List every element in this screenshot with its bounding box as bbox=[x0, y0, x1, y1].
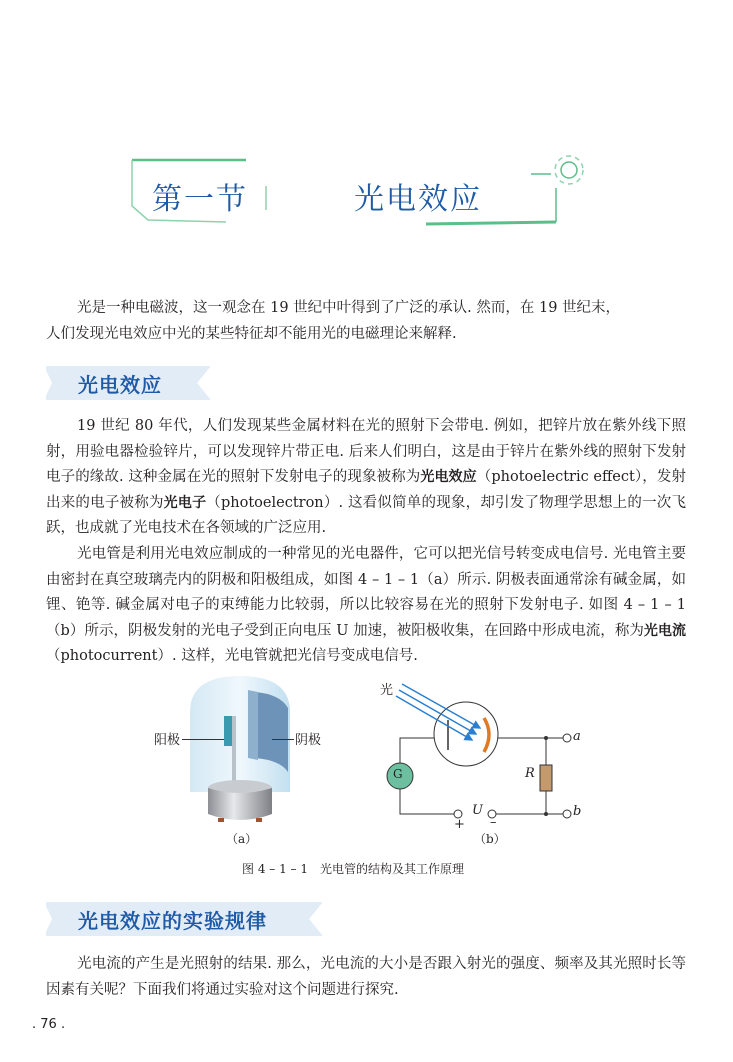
term-photocurrent: 光电流 bbox=[643, 622, 687, 639]
intro-line-2: 人们发现光电效应中光的某些特征却不能用光的电磁理论来解释. bbox=[46, 325, 457, 342]
paragraph-phototube bbox=[46, 542, 686, 670]
terminal-a-label: a bbox=[573, 729, 581, 744]
galvanometer-label: G bbox=[393, 767, 403, 781]
paragraph-photoelectric-definition bbox=[46, 414, 686, 542]
paragraph-experiment-intro bbox=[46, 952, 686, 1003]
gear-icon bbox=[555, 156, 583, 184]
text-run: 光电管是利用光电效应制成的一种常见的光电器件，它可以把光信号转变成电信号. 光电管主要由密封在真空玻璃壳内的阴极和阳极组成，如图 4 – 1 – 1（a）所示. 阴极表面通常涂有碱金属，如锂、铯等. 碱金属对电子的束缚能力比较弱，所以比较容易在光的照射下发射电子. 如图 4 – 1 – 1（b）所示，阴极发射的光电子受到正向电压 U 加速，被阳极收集，在回路中形成电流，称为 bbox=[46, 546, 686, 639]
section-heading-experimental-laws bbox=[46, 902, 322, 936]
plus-sign: + bbox=[454, 817, 465, 832]
terminal-b-label: b bbox=[573, 804, 582, 819]
term-photoelectron: 光电子 bbox=[163, 494, 207, 511]
cathode-label: 阴极 bbox=[295, 733, 322, 748]
phototube-illustration bbox=[180, 672, 300, 832]
text-run: 光电流的产生是光照射的结果. 那么，光电流的大小是否跟入射光的强度、频率及其光照时长等因素有关呢？下面我们将通过实验对这个问题进行探究. bbox=[46, 956, 686, 998]
page-number: . 76 . bbox=[32, 1017, 66, 1032]
minus-sign: – bbox=[490, 815, 497, 830]
circuit-diagram bbox=[370, 672, 600, 832]
section-heading-text: 光电效应的实验规律 bbox=[78, 909, 267, 933]
subfigure-b-label: （b） bbox=[474, 832, 506, 846]
anode-label: 阳极 bbox=[154, 733, 181, 748]
resistor-label: R bbox=[525, 766, 535, 781]
text-run: 19 世纪 80 年代，人们发现某些金属材料在光的照射下会带电. 例如，把锌片放在紫外线下照射，用验电器检验锌片，可以发现锌片带正电. 后来人们明白，这是由于锌片在紫外线的照射下发射电子的缘故. 这种金属在光的照射下发射电子的现象被称为 bbox=[46, 418, 686, 485]
section-number: 第一节 bbox=[152, 182, 248, 217]
subfigure-a-label: （a） bbox=[226, 832, 258, 846]
chapter-header bbox=[126, 152, 596, 232]
figure-caption: 图 4 – 1 – 1 光电管的结构及其工作原理 bbox=[242, 862, 464, 876]
anode-leader-line bbox=[182, 739, 224, 740]
chapter-title: 光电效应 bbox=[354, 182, 482, 217]
cathode-leader-line bbox=[272, 739, 294, 740]
text-run: （photocurrent）. 这样，光电管就把光信号变成电信号. bbox=[46, 648, 418, 664]
section-heading-text: 光电效应 bbox=[78, 373, 162, 397]
light-label: 光 bbox=[380, 683, 394, 698]
text-run: （photoelectric effect），发射出来的电子被称为 bbox=[46, 469, 686, 511]
term-photoelectric-effect: 光电效应 bbox=[420, 469, 477, 485]
intro-paragraph bbox=[46, 296, 686, 347]
voltage-label: U bbox=[472, 803, 483, 818]
text-run: （photoelectron）. 这看似简单的现象，却引发了物理学思想上的一次飞跃，也成就了光电技术在各领域的广泛应用. bbox=[46, 494, 687, 536]
intro-line-1: 光是一种电磁波，这一观念在 19 世纪中叶得到了广泛的承认. 然而，在 19 世纪末， bbox=[77, 300, 621, 316]
section-heading-photoelectric-effect bbox=[46, 366, 210, 400]
